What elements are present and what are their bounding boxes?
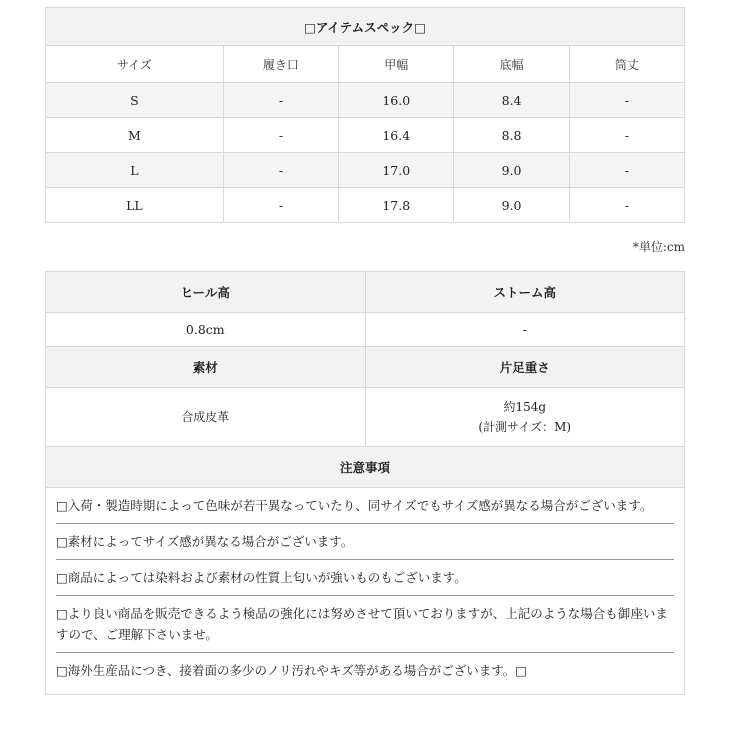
cell-size: LL [46,188,224,223]
weight-label: 片足重さ [365,347,684,388]
cell-instep-width: 16.0 [339,83,454,118]
cell-shaft-height: - [569,83,684,118]
header-opening: 履き口 [223,46,338,83]
cell-shaft-height: - [569,118,684,153]
material-label: 素材 [46,347,366,388]
material-value: 合成皮革 [46,388,366,447]
cell-instep-width: 17.0 [339,153,454,188]
weight-value [365,388,684,447]
table-row [46,153,685,188]
cell-shaft-height: - [569,153,684,188]
cell-sole-width: 8.4 [454,83,569,118]
list-item: □商品によっては染料および素材の性質上匂いが強いものもございます。 [56,560,674,596]
cell-opening: - [223,153,338,188]
item-spec-table [45,7,685,223]
header-sole-width: 底幅 [454,46,569,83]
cell-opening: - [223,118,338,153]
list-item: □より良い商品を販売できるよう検品の強化には努めさせて頂いておりますが、上記のような場合も御座いますので、ご理解下さいませ。 [56,596,674,653]
notes-title: 注意事項 [46,447,685,488]
notes-list [46,488,685,695]
list-item: □素材によってサイズ感が異なる場合がございます。 [56,524,674,560]
header-instep-width: 甲幅 [339,46,454,83]
cell-shaft-height: - [569,188,684,223]
cell-opening: - [223,83,338,118]
storm-height-value: - [365,313,684,347]
heel-height-value: 0.8cm [46,313,366,347]
cell-sole-width: 8.8 [454,118,569,153]
weight-value-line2: (計測サイズ：M) [478,420,572,434]
detail-table [45,271,685,695]
header-shaft-height: 筒丈 [569,46,684,83]
list-item: □海外生産品につき、接着面の多少のノリ汚れやキズ等がある場合がございます。□ [56,663,528,678]
weight-value-line1: 約154g [503,400,547,414]
heel-height-label: ヒール高 [46,272,366,313]
header-size: サイズ [46,46,224,83]
storm-height-label: ストーム高 [365,272,684,313]
spec-title: □アイテムスペック□ [46,8,685,46]
cell-instep-width: 16.4 [339,118,454,153]
cell-size: S [46,83,224,118]
table-row [46,118,685,153]
cell-size: L [46,153,224,188]
cell-size: M [46,118,224,153]
unit-note: *単位:cm [632,240,685,254]
cell-opening: - [223,188,338,223]
cell-sole-width: 9.0 [454,188,569,223]
list-item: □入荷・製造時期によって色味が若干異なっていたり、同サイズでもサイズ感が異なる場合がございます。 [56,488,674,524]
cell-sole-width: 9.0 [454,153,569,188]
cell-instep-width: 17.8 [339,188,454,223]
table-row [46,83,685,118]
table-row [46,188,685,223]
